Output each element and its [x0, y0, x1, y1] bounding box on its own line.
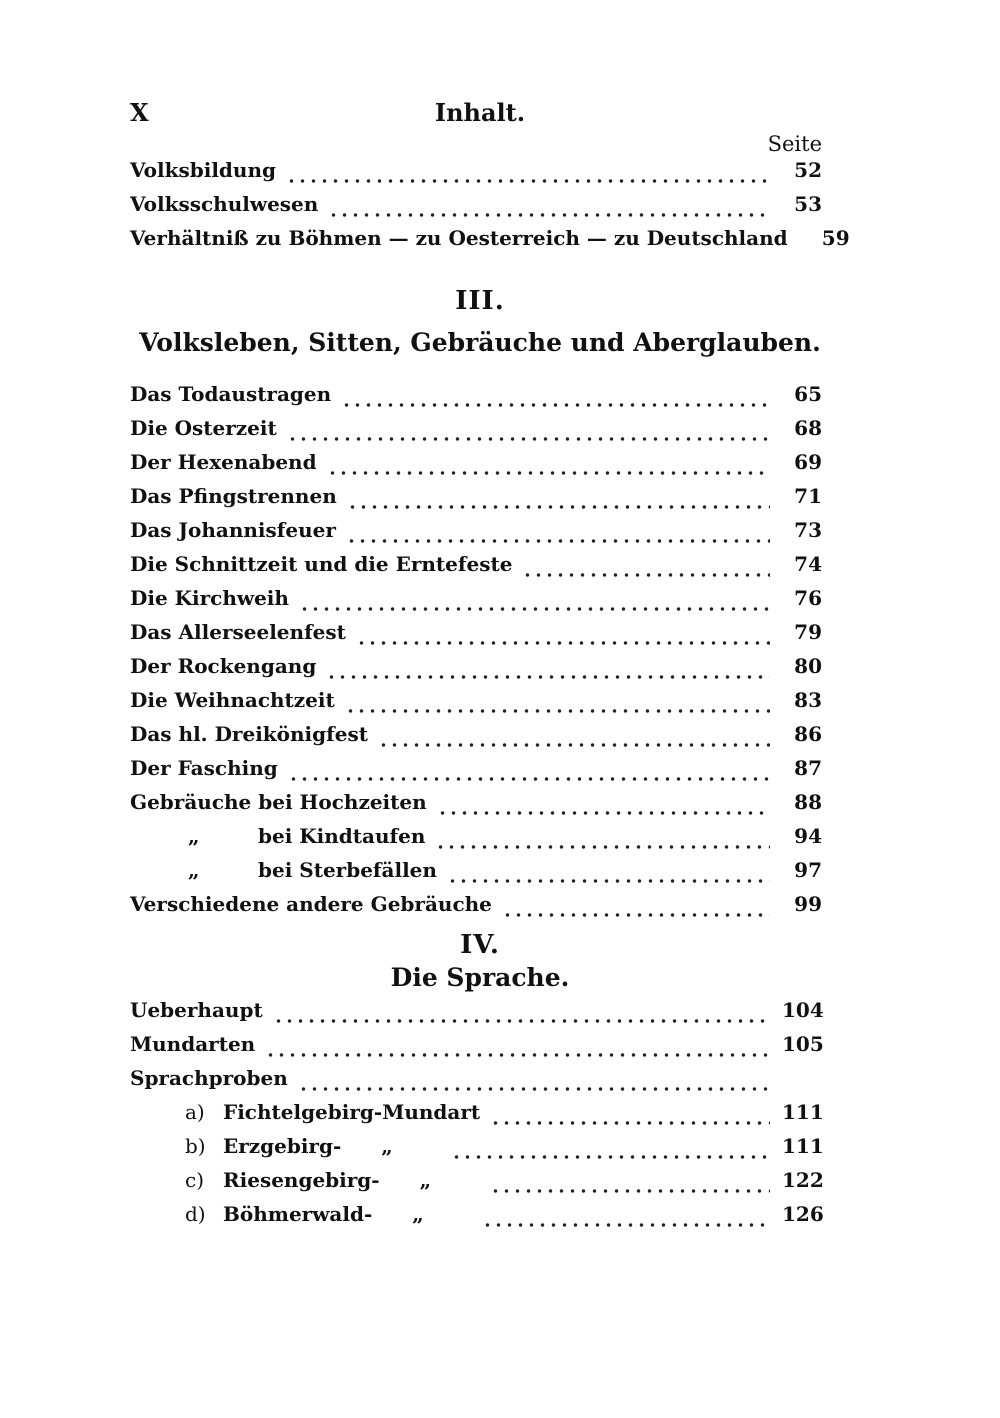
toc-entry — [130, 892, 822, 926]
entry-title: Der Hexenabend — [130, 450, 317, 474]
entry-prefix: a) — [185, 1100, 205, 1124]
entry-title: Ueberhaupt — [130, 998, 263, 1022]
leader-dots — [327, 471, 770, 475]
entry-title: Der Rockengang — [130, 654, 317, 678]
entry-title: Die Osterzeit — [130, 416, 277, 440]
entry-title: Riesengebirg- — [223, 1168, 380, 1192]
entry-page-number: 99 — [794, 892, 822, 916]
entry-page-number: 79 — [794, 620, 822, 644]
entry-page-number: 71 — [794, 484, 822, 508]
entry-title: Sprachproben — [130, 1066, 288, 1090]
leader-dots — [522, 573, 770, 577]
entry-page-number: 65 — [794, 382, 822, 406]
toc-list-prev — [130, 158, 850, 260]
leader-dots — [346, 539, 770, 543]
leader-dots — [451, 1155, 770, 1159]
entry-title: Volksbildung — [130, 158, 276, 182]
toc-entry — [130, 1066, 822, 1100]
leader-dots — [435, 845, 770, 849]
leader-dots — [437, 811, 770, 815]
toc-entry — [130, 552, 822, 586]
toc-entry — [130, 484, 822, 518]
leader-dots — [502, 913, 770, 917]
ditto-mark: „ — [188, 824, 200, 848]
leader-dots — [299, 607, 770, 611]
toc-entry — [130, 722, 822, 756]
leader-dots — [328, 213, 770, 217]
section-title: Die Sprache. — [390, 963, 570, 992]
entry-title: Volksschulwesen — [130, 192, 319, 216]
entry-title: Die Weihnachtzeit — [130, 688, 335, 712]
leader-dots — [345, 709, 770, 713]
leader-dots — [273, 1019, 770, 1023]
entry-title: Der Fasching — [130, 756, 278, 780]
leader-dots — [287, 437, 770, 441]
toc-entry — [130, 1202, 822, 1236]
toc-entry — [130, 518, 822, 552]
toc-entry — [130, 226, 850, 260]
toc-entry — [130, 1134, 822, 1168]
page-number: X — [130, 98, 149, 127]
entry-page-number: 122 — [782, 1168, 824, 1192]
entry-page-number: 111 — [782, 1100, 824, 1124]
toc-entry — [130, 450, 822, 484]
entry-title: Böhmerwald- — [223, 1202, 373, 1226]
toc-entry — [130, 790, 822, 824]
entry-title: Verhältniß zu Böhmen — zu Oesterreich — zu Deutschland — [130, 226, 788, 250]
toc-entry — [130, 382, 822, 416]
entry-title: Verschiedene andere Gebräuche — [130, 892, 492, 916]
entry-page-number: 76 — [794, 586, 822, 610]
entry-page-number: 83 — [794, 688, 822, 712]
leader-dots — [490, 1121, 770, 1125]
entry-title: Das Todaustragen — [130, 382, 332, 406]
toc-entry — [130, 688, 822, 722]
toc-entry — [130, 620, 822, 654]
leader-dots — [347, 505, 770, 509]
entry-title: bei Sterbefällen — [258, 858, 437, 882]
toc-entry — [130, 1168, 822, 1202]
entry-page-number: 111 — [782, 1134, 824, 1158]
entry-page-number: 86 — [794, 722, 822, 746]
leader-dots — [356, 641, 770, 645]
entry-title: bei Kindtaufen — [258, 824, 426, 848]
entry-title: Fichtelgebirg-Mundart — [223, 1100, 481, 1124]
toc-entry — [130, 824, 822, 858]
entry-page-number: 68 — [794, 416, 822, 440]
entry-page-number: 74 — [794, 552, 822, 576]
entry-title: Erzgebirg- — [223, 1134, 342, 1158]
entry-page-number: 104 — [782, 998, 824, 1022]
section-title: Volksleben, Sitten, Gebräuche und Aberglauben. — [139, 328, 821, 357]
section-number: IV. — [460, 930, 500, 960]
toc-entry — [130, 192, 822, 226]
leader-dots — [447, 879, 770, 883]
entry-title: Die Kirchweih — [130, 586, 289, 610]
entry-page-number: 80 — [794, 654, 822, 678]
entry-title: Mundarten — [130, 1032, 256, 1056]
section-number: III. — [455, 286, 505, 316]
toc-entry — [130, 158, 822, 192]
leader-dots — [265, 1053, 770, 1057]
toc-entry — [130, 756, 822, 790]
toc-list-section-3 — [130, 382, 822, 926]
ditto-mark: „ — [188, 858, 200, 882]
entry-page-number: 97 — [794, 858, 822, 882]
entry-title: Das Pfingstrennen — [130, 484, 337, 508]
entry-title: Das Allerseelenfest — [130, 620, 346, 644]
toc-entry — [130, 586, 822, 620]
toc-entry — [130, 858, 822, 892]
entry-page-number: 59 — [821, 226, 850, 250]
ditto-mark: „ — [412, 1202, 424, 1226]
entry-page-number: 88 — [794, 790, 822, 814]
entry-page-number: 94 — [794, 824, 822, 848]
leader-dots — [286, 179, 770, 183]
entry-page-number: 73 — [794, 518, 822, 542]
toc-entry — [130, 1100, 822, 1134]
entry-page-number: 87 — [794, 756, 822, 780]
toc-entry — [130, 1032, 822, 1066]
running-title: Inhalt. — [434, 98, 526, 127]
toc-entry — [130, 998, 822, 1032]
leader-dots — [326, 675, 770, 679]
entry-title: Das hl. Dreikönigfest — [130, 722, 368, 746]
toc-entry — [130, 416, 822, 450]
entry-title: Die Schnittzeit und die Erntefeste — [130, 552, 513, 576]
toc-list-section-4 — [130, 998, 822, 1236]
page-column-label: Seite — [767, 132, 822, 156]
leader-dots — [341, 403, 770, 407]
entry-page-number: 52 — [794, 158, 822, 182]
leader-dots — [490, 1189, 770, 1193]
entry-page-number: 69 — [794, 450, 822, 474]
ditto-mark: „ — [419, 1168, 432, 1192]
entry-title: Das Johannisfeuer — [130, 518, 336, 542]
leader-dots — [298, 1087, 770, 1091]
leader-dots — [378, 743, 770, 747]
entry-page-number: 105 — [782, 1032, 824, 1056]
entry-prefix: c) — [185, 1168, 205, 1192]
entry-page-number: 126 — [782, 1202, 824, 1226]
leader-dots — [288, 777, 770, 781]
entry-prefix: d) — [185, 1202, 206, 1226]
leader-dots — [482, 1223, 770, 1227]
entry-page-number: 53 — [794, 192, 822, 216]
entry-prefix: b) — [185, 1134, 206, 1158]
entry-title: Gebräuche bei Hochzeiten — [130, 790, 427, 814]
toc-entry — [130, 654, 822, 688]
ditto-mark: „ — [381, 1134, 393, 1158]
